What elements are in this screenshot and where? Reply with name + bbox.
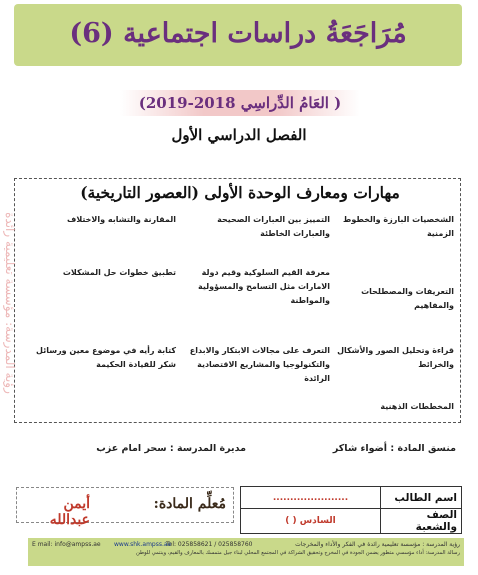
class-label: الصف والشعبة: [381, 509, 462, 534]
student-name-field[interactable]: ......................: [241, 487, 381, 509]
title-banner: [14, 4, 462, 66]
class-field[interactable]: السادس ( ): [241, 509, 381, 534]
student-name-label: اسم الطالب: [381, 487, 462, 509]
skill-item: قراءة وتحليل الصور والأشكال والخرائط: [337, 346, 454, 369]
footer-website[interactable]: www.shk.ampss.ae: [114, 541, 172, 548]
school-mission: رسالة المدرسة: أداء مؤسسي متطور يضمن الجودة في المخرج وتحقيق الشراكة في المجتمع المحلي لبناء جيل متمسك بالمعارف والقيم، وينتمي للوطن: [136, 550, 460, 556]
skill-item: معرفة القيم السلوكية وقيم دولة الامارات مثل التسامح والمسؤولية والمواطنة: [198, 268, 330, 305]
teacher-name: أيمن عبدالله: [49, 496, 90, 528]
principal-signature: مديرة المدرسة : سحر امام عزب: [96, 443, 246, 454]
skill-item: التعرف على مجالات الابتكار والابداع والتكنولوجيا والمشاريع الاقتصادية الرائدة: [189, 346, 330, 383]
skill-item: التمييز بين العبارات الصحيحة والعبارات الخاطئة: [217, 215, 330, 238]
skill-item: كتابة رأيه في موضوع معين ورسائل شكر للقيادة الحكيمة: [36, 346, 176, 369]
footer-phone: Tel: 025858621 / 025858760: [166, 541, 253, 548]
skill-item: المقارنة والتشابه والاختلاف: [67, 215, 176, 224]
term-label: الفصل الدراسي الأول: [171, 126, 307, 144]
skill-item: التعريفات والمصطلحات والمفاهيم: [361, 287, 454, 310]
skill-item: الشخصيات البارزة والخطوط الزمنية: [343, 215, 454, 238]
skill-item: المخططات الذهنية: [380, 402, 454, 411]
school-vision: رؤية المدرسة : مؤسسة تعليمية رائدة في الفكر والأداء والمخرجات: [295, 541, 460, 548]
page-title: مُرَاجَعَةُ دراسات اجتماعية (6): [69, 18, 407, 49]
academic-year: ( العَامُ الدِّراسِي 2018-2019): [120, 90, 360, 116]
footer: [28, 538, 464, 566]
teacher-label: مُعلِّم المادة:: [153, 496, 226, 512]
skill-item: تطبيق خطوات حل المشكلات: [62, 268, 176, 277]
skills-heading: مهارات ومعارف الوحدة الأولى (العصور التاريخية): [80, 183, 400, 202]
coordinator-signature: منسق المادة : أضواء شاكر: [332, 443, 456, 454]
student-info-table: [240, 486, 462, 534]
footer-email[interactable]: E mail: info@ampss.ae: [32, 541, 101, 548]
watermark-text: رؤية المدرسة: مؤسسة تعليمية رائدة: [3, 212, 17, 394]
